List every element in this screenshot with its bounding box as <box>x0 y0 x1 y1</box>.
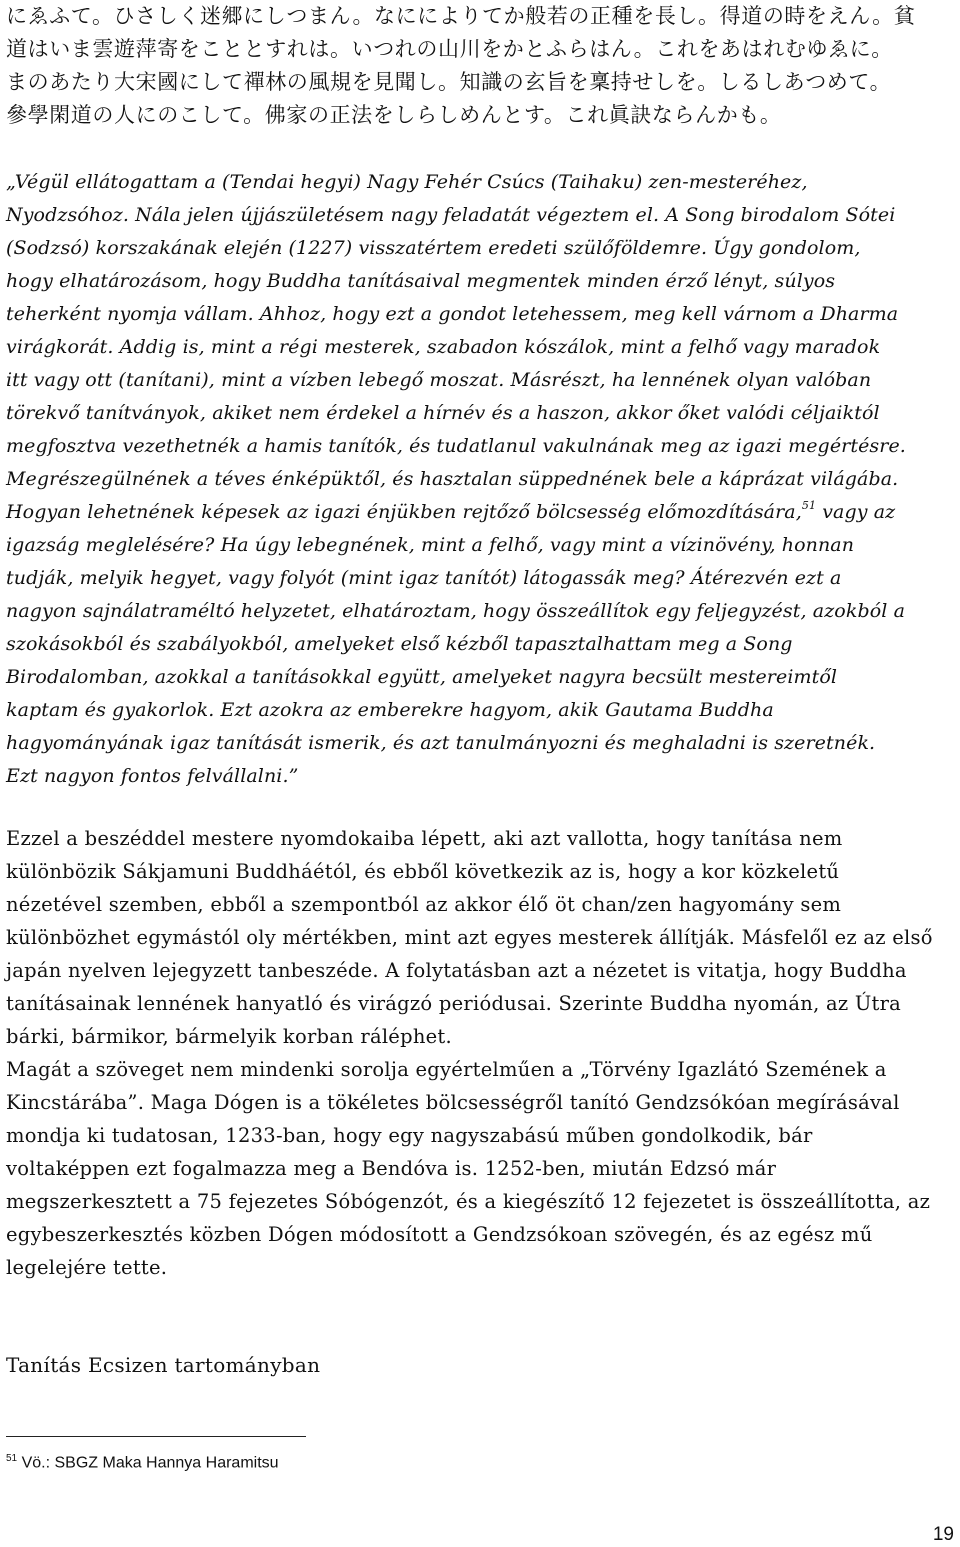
body-line: különbözhet egymástól oly mértékben, mint azt egyes mesterek állítják. Másfelől ez az első <box>6 926 933 949</box>
body-line: Kincstárába”. Maga Dógen is a tökéletes bölcsességről tanító Gendzsókóan megírásával <box>6 1091 900 1114</box>
japanese-line: 參學閑道の人にのこして。佛家の正法をしらしめんとす。これ眞訣ならんかも。 <box>6 103 782 127</box>
body-line: voltaképpen ezt fogalmazza meg a Bendóva is. 1252-ben, miután Edzsó már <box>6 1157 777 1180</box>
quote-line: itt vagy ott (tanítani), mint a vízben lebegő moszat. Másrészt, ha lennének olyan valóban <box>6 369 872 391</box>
quote-line: hagyományának igaz tanítását ismerik, és azt tanulmányozni és meghaladni is szeretnék. <box>6 732 876 754</box>
section-heading: Tanítás Ecsizen tartományban <box>6 1353 321 1377</box>
quote-text: Hogyan lehetnének képesek az igazi énjükben rejtőző bölcsesség előmozdítására, <box>6 501 802 523</box>
quote-line: virágkorát. Addig is, mint a régi mesterek, szabadon kószálok, mint a felhő vagy maradok <box>6 336 881 358</box>
japanese-line: まのあたり大宋國にして禪林の風規を見聞し。知識の玄旨を稟持せしを。しるしあつめて。 <box>6 70 892 94</box>
body-line: megszerkesztett a 75 fejezetes Sóbógenzót, és a kiegészítő 12 fejezetet is összeállította, az <box>6 1190 931 1213</box>
quote-line: hogy elhatározásom, hogy Buddha tanításaival megmentek minden érző lényt, súlyos <box>6 270 836 292</box>
body-line: mondja ki tudatosan, 1233-ban, hogy egy nagyszabású műben gondolkodik, bár <box>6 1124 813 1147</box>
body-line: egybeszerkesztés közben Dógen módosított a Gendzsókoan szövegén, és az egész mű <box>6 1223 873 1246</box>
quote-line: törekvő tanítványok, akiket nem érdekel a hírnév és a haszon, akkor őket valódi céljaiktól <box>6 402 880 424</box>
footnote <box>6 1453 279 1472</box>
quote-line: megfosztva vezethetnék a hamis tanítók, és tudatlanul vakulnának meg az igazi megértésre. <box>6 435 906 457</box>
body-line: Ezzel a beszéddel mestere nyomdokaiba lépett, aki azt vallotta, hogy tanítása nem <box>6 827 843 850</box>
footnote-text: Vö.: SBGZ Maka Hannya Haramitsu <box>17 1454 279 1472</box>
body-line: különbözik Sákjamuni Buddháétól, és ebből következik az is, hogy a kor közkeletű <box>6 860 840 883</box>
quote-line: nagyon sajnálatraméltó helyzetet, elhatároztam, hogy összeállítok egy feljegyzést, azokból a <box>6 600 905 622</box>
quote-line: tudják, melyik hegyet, vagy folyót (mint igaz tanítót) látogassák meg? Átérezvén ezt a <box>6 567 842 589</box>
quote-line-with-footnote <box>6 498 896 523</box>
quote-line: (Sodzsó) korszakának elején (1227) visszatértem eredeti szülőföldemre. Úgy gondolom, <box>6 237 861 259</box>
footnote-divider <box>6 1436 306 1437</box>
page-number: 19 <box>932 1524 954 1545</box>
footnote-number: 51 <box>6 1453 18 1464</box>
body-line: legelejére tette. <box>6 1256 168 1279</box>
quote-line: igazság meglelésére? Ha úgy lebegnének, mint a felhő, vagy mint a vízinövény, honnan <box>6 534 855 556</box>
body-line: tanításainak lennének hanyatló és virágzó periódusai. Szerinte Buddha nyomán, az Útra <box>6 992 902 1015</box>
body-line: nézetével szemben, ebből a szempontból az akkor élő öt chan/zen hagyomány sem <box>6 893 842 916</box>
japanese-line: にゑふて。ひさしく迷郷にしつまん。なにによりてか般若の正種を長し。得道の時をえん。貧 <box>6 4 916 28</box>
quote-line: Ezt nagyon fontos felvállalni.” <box>6 765 299 787</box>
quote-line: kaptam és gyakorlok. Ezt azokra az emberekre hagyom, akik Gautama Buddha <box>6 699 774 721</box>
body-line: Magát a szöveget nem mindenki sorolja egyértelműen a „Törvény Igazlátó Szemének a <box>6 1058 887 1081</box>
quote-line: Birodalomban, azokkal a tanításokkal együtt, amelyeket nagyra becsült mestereimtől <box>6 666 838 688</box>
quote-line: szokásokból és szabályokból, amelyeket első kézből tapasztalhattam meg a Song <box>6 633 793 655</box>
quote-line: „Végül ellátogattam a (Tendai hegyi) Nagy Fehér Csúcs (Taihaku) zen-mesteréhez, <box>6 171 808 193</box>
quote-line: Megrészegülnének a téves énképüktől, és hasztalan süppednének bele a káprázat világába. <box>6 468 899 490</box>
body-line: japán nyelven lejegyzett tanbeszéde. A folytatásban azt a nézetet is vitatja, hogy Buddha <box>6 959 907 982</box>
japanese-line: 道はいま雲遊萍寄をこととすれは。いつれの山川をかとふらはん。これをあはれむゆゑに。 <box>6 37 893 61</box>
body-line: bárki, bármikor, bármelyik korban ráléphet. <box>6 1025 452 1048</box>
quote-line: teherként nyomja vállam. Ahhoz, hogy ezt a gondot letehessem, meg kell várnom a Dharma <box>6 303 899 325</box>
quote-text: vagy az <box>816 501 896 523</box>
footnote-reference[interactable]: 51 <box>801 498 817 512</box>
quote-line: Nyodzsóhoz. Nála jelen újjászületésem nagy feladatát végeztem el. A Song birodalom Sótei <box>6 204 896 226</box>
